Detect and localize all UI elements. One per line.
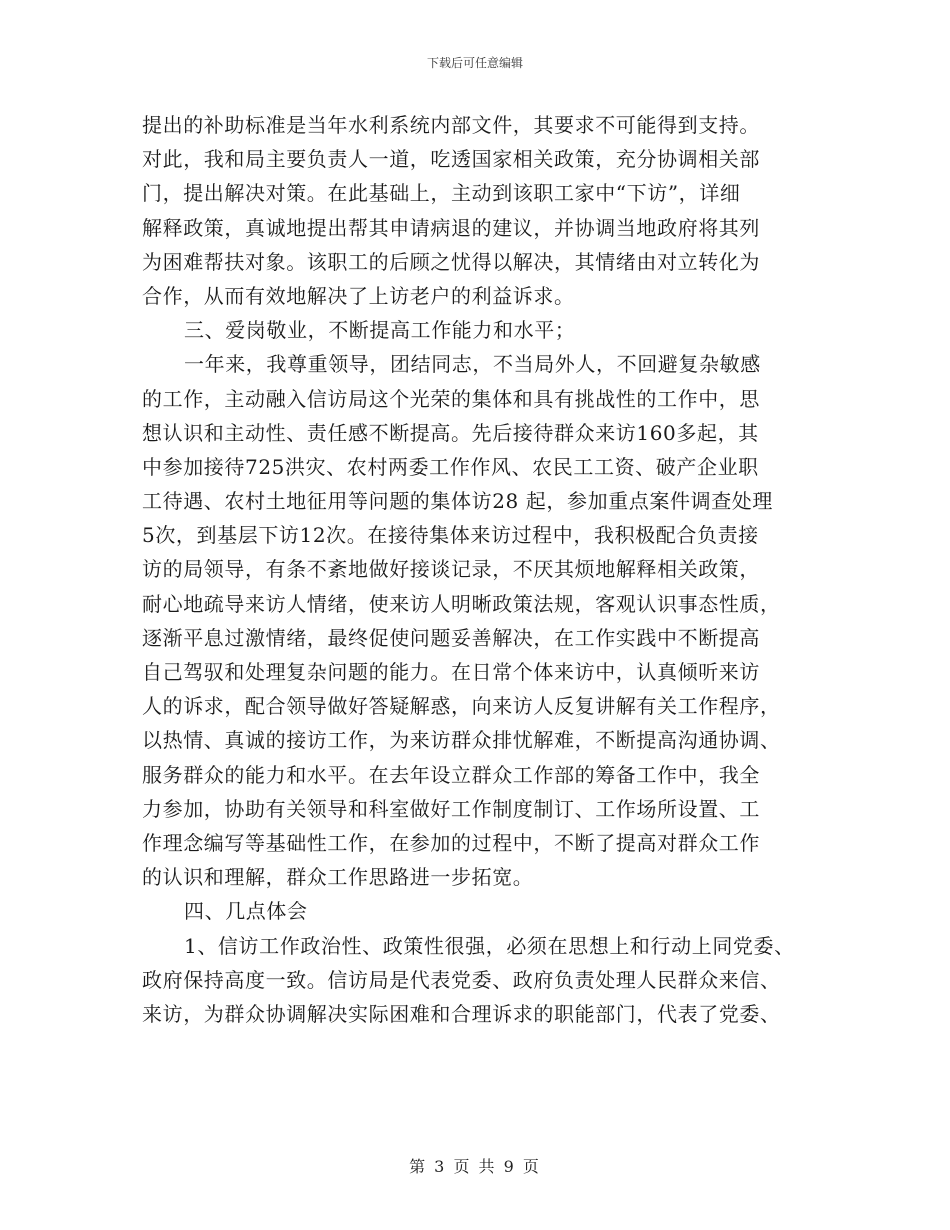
text-line: 人的诉求，配合领导做好答疑解惑，向来访人反复讲解有关工作程序， (142, 694, 781, 719)
text-line: 工待遇、农村土地征用等问题的集体访28 起，参加重点案件调查处理 (142, 489, 774, 514)
text-line: 1、信访工作政治性、政策性很强，必须在思想上和行动上同党委、 (184, 933, 795, 958)
text-line: 三、爱岗敬业，不断提高工作能力和水平； (184, 318, 576, 343)
text-line: 的工作，主动融入信访局这个光荣的集体和具有挑战性的工作中，思 (142, 386, 760, 411)
text-line: 5次，到基层下访12次。在接待集体来访过程中，我积极配合负责接 (142, 523, 759, 548)
text-line: 四、几点体会 (184, 899, 308, 924)
text-line: 作理念编写等基础性工作，在参加的过程中，不断了提高对群众工作 (142, 830, 760, 855)
page-footer: 第 3 页 共 9 页 (409, 1157, 541, 1176)
body-text (142, 108, 818, 1031)
text-line: 为困难帮扶对象。该职工的后顾之忧得以解决，其情绪由对立转化为 (142, 249, 760, 274)
text-line: 对此，我和局主要负责人一道，吃透国家相关政策，充分协调相关部 (142, 147, 760, 172)
text-line: 自己驾驭和处理复杂问题的能力。在日常个体来访中，认真倾听来访 (142, 660, 760, 684)
text-line: 政府保持高度一致。信访局是代表党委、政府负责处理人民群众来信、 (142, 967, 781, 992)
text-line: 门，提出解决对策。在此基础上，主动到该职工家中“下访”，详细 (142, 181, 741, 206)
text-line: 逐渐平息过激情绪，最终促使问题妥善解决，在工作实践中不断提高 (142, 625, 760, 650)
text-line: 一年来，我尊重领导，团结同志，不当局外人，不回避复杂敏感 (184, 352, 761, 377)
text-line: 来访，为群众协调解决实际困难和合理诉求的职能部门，代表了党委、 (142, 1001, 781, 1026)
text-line: 合作，从而有效地解决了上访老户的利益诉求。 (142, 283, 575, 308)
text-line: 解释政策，真诚地提出帮其申请病退的建议，并协调当地政府将其列 (142, 215, 760, 240)
text-line: 提出的补助标准是当年水利系统内部文件，其要求不可能得到支持。 (142, 113, 760, 137)
text-line: 想认识和主动性、责任感不断提高。先后接待群众来访160多起，其 (142, 420, 759, 445)
text-line: 的认识和理解，群众工作思路进一步拓宽。 (142, 865, 534, 890)
text-line: 中参加接待725洪灾、农村两委工作作风、农民工工资、破产企业职 (142, 454, 759, 479)
text-line: 力参加，协助有关领导和科室做好工作制度制订、工作场所设置、工 (142, 796, 760, 821)
text-line: 以热情、真诚的接访工作，为来访群众排忧解难，不断提高沟通协调、 (142, 728, 781, 753)
page-header: 下载后可任意编辑 (426, 56, 523, 70)
text-line: 服务群众的能力和水平。在去年设立群众工作部的筹备工作中，我全 (142, 762, 760, 787)
text-line: 访的局领导，有条不紊地做好接谈记录，不厌其烦地解释相关政策， (142, 557, 760, 582)
text-line: 耐心地疏导来访人情绪，使来访人明晰政策法规，客观认识事态性质， (142, 591, 781, 616)
